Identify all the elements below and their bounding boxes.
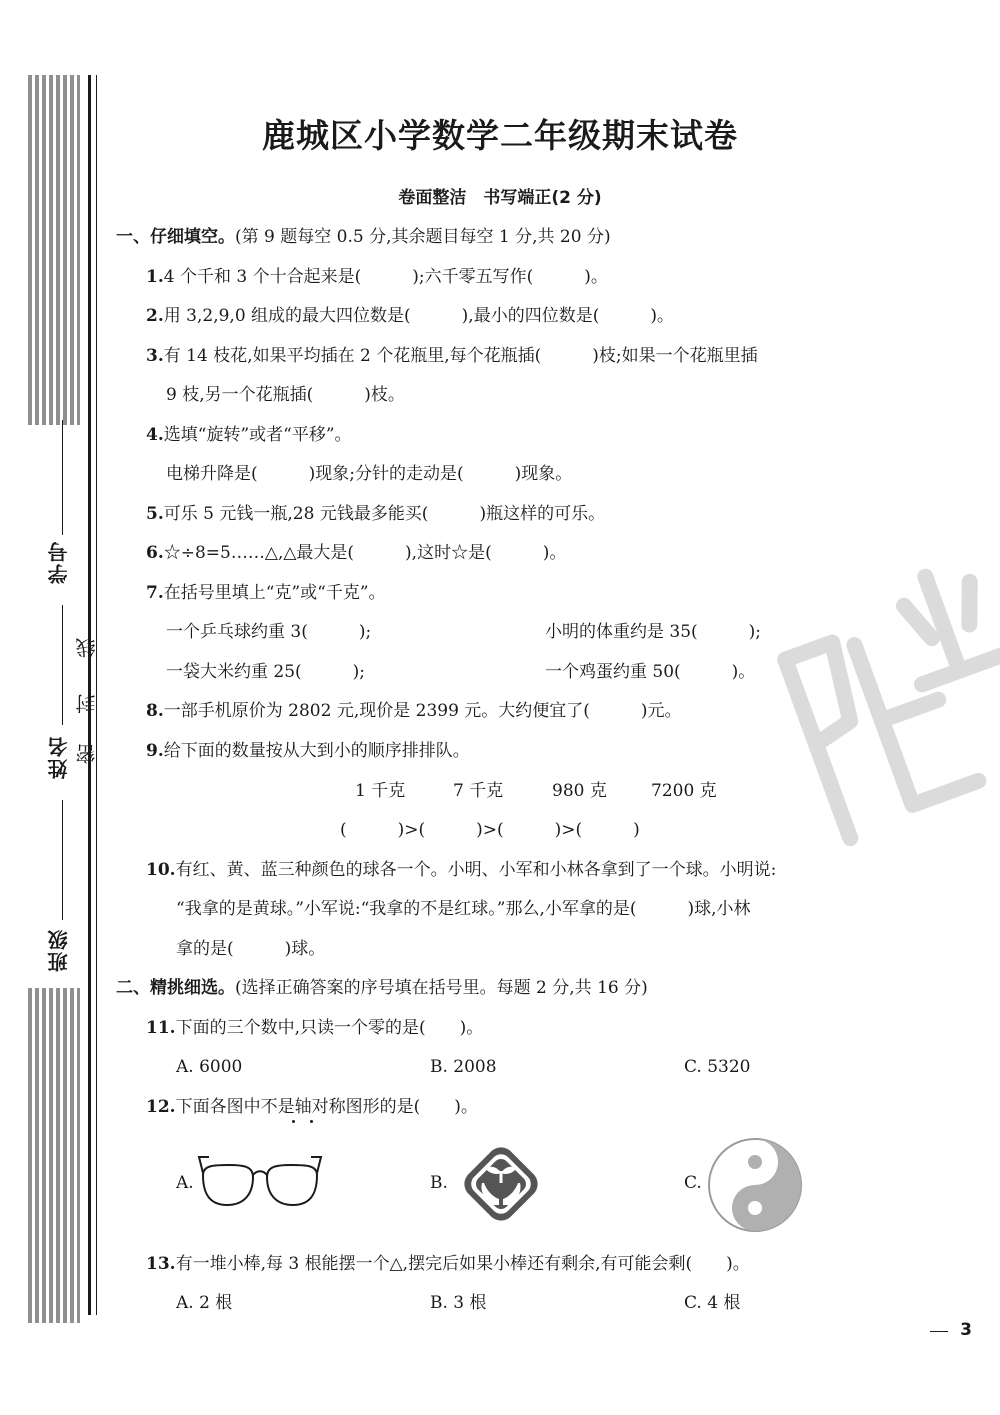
section-2-note: (选择正确答案的序号填在括号里。每题 2 分,共 16 分) [235,978,648,998]
q5-number: 5. [146,504,164,524]
margin-stripes-bottom [28,988,80,1323]
q6-number: 6. [146,543,164,563]
q13-number: 13. [146,1254,176,1274]
question-4 [146,423,352,447]
q9-value-1: 1 千克 [355,781,406,801]
student-number-label: 学号 [47,540,71,584]
emphasis-dot [310,1120,313,1123]
question-9 [146,739,470,763]
q7-item-xiaoming: 小明的体重约是 35( ); [545,622,762,642]
q12-number: 12. [146,1097,176,1117]
q9-order-line: ( )>( )>( )>( ) [340,820,640,840]
q8-number: 8. [146,701,164,721]
question-8 [146,699,682,723]
q11-text: 下面的三个数中,只读一个零的是( )。 [175,1018,484,1038]
q13-option-a: A. 2 根 [176,1293,233,1313]
q4-number: 4. [146,425,164,445]
q4-continuation: 电梯升降是( )现象;分针的走动是( )现象。 [166,464,573,484]
q10-continuation-1: “我拿的是黄球。”小军说:“我拿的不是红球。”那么,小军拿的是( )球,小林 [176,899,751,919]
question-5 [146,502,605,526]
section-2-heading [116,976,648,1000]
question-1 [146,265,608,289]
q13-option-c: C. 4 根 [684,1293,741,1313]
question-13 [146,1252,750,1276]
q7-item-pingpong: 一个乒乓球约重 3( ); [166,622,372,642]
q13-text: 有一堆小棒,每 3 根能摆一个△,摆完后如果小棒还有剩余,有可能会剩( )。 [175,1254,750,1274]
question-11 [146,1016,483,1040]
page-subtitle: 卷面整洁 书写端正(2 分) [398,188,602,208]
q12-label-c: C. [684,1173,702,1193]
q7-number: 7. [146,583,164,603]
q1-text: 4 个千和 3 个十合起来是( );六千零五写作( )。 [163,267,608,287]
q13-option-b: B. 3 根 [430,1293,487,1313]
q2-text: 用 3,2,9,0 组成的最大四位数是( ),最小的四位数是( )。 [163,306,674,326]
q11-option-b: B. 2008 [430,1057,497,1077]
q9-value-4: 7200 克 [651,781,717,801]
q9-value-3: 980 克 [552,781,607,801]
q9-text: 给下面的数量按从大到小的顺序排排队。 [163,741,470,761]
name-blank [62,605,63,725]
q11-number: 11. [146,1018,176,1038]
q3-number: 3. [146,346,164,366]
watermark-logo [737,525,1000,896]
q5-text: 可乐 5 元钱一瓶,28 元钱最多能买( )瓶这样的可乐。 [163,504,606,524]
glasses-figure [195,1153,325,1213]
q12-label-a: A. [176,1173,194,1193]
class-blank [62,800,63,920]
seal-char-mi: 密 [75,742,99,764]
question-2 [146,304,674,328]
q11-option-a: A. 6000 [176,1057,243,1077]
question-7 [146,581,386,605]
q12-label-b: B. [430,1173,448,1193]
section-1-title: 一、仔细填空。 [116,227,235,247]
question-6 [146,541,566,565]
question-10 [146,858,776,882]
section-1-heading [116,225,611,249]
q2-number: 2. [146,306,164,326]
section-1-note: (第 9 题每空 0.5 分,其余题目每空 1 分,共 20 分) [235,227,611,247]
question-12 [146,1095,478,1119]
class-label: 班级 [47,928,71,972]
q1-number: 1. [146,267,164,287]
seal-char-feng: 封 [75,692,99,714]
q11-option-c: C. 5320 [684,1057,751,1077]
q4-text: 选填“旋转”或者“平移”。 [163,425,352,445]
emphasis-dot [292,1120,295,1123]
number-blank [62,420,63,535]
q3-continuation: 9 枝,另一个花瓶插( )枝。 [166,385,405,405]
q8-text: 一部手机原价为 2802 元,现价是 2399 元。大约便宜了( )元。 [163,701,682,721]
hands-sprout-emblem [452,1135,550,1233]
q12-text: 下面各图中不是轴对称图形的是( )。 [175,1097,478,1117]
seal-char-xian: 线 [75,636,99,658]
footer-dash [930,1331,948,1332]
name-label: 姓名 [47,735,71,779]
q10-number: 10. [146,860,176,880]
q9-value-2: 7 千克 [453,781,504,801]
question-3 [146,344,758,368]
page-number: 3 [960,1320,972,1340]
q7-item-egg: 一个鸡蛋约重 50( )。 [545,662,756,682]
q9-number: 9. [146,741,164,761]
q7-text: 在括号里填上“克”或“千克”。 [163,583,386,603]
yin-yang-figure [706,1136,804,1234]
q10-text: 有红、黄、蓝三种颜色的球各一个。小明、小军和小林各拿到了一个球。小明说: [175,860,777,880]
section-2-title: 二、精挑细选。 [116,978,235,998]
q6-text: ☆÷8=5……△,△最大是( ),这时☆是( )。 [163,543,567,563]
q3-text: 有 14 枝花,如果平均插在 2 个花瓶里,每个花瓶插( )枝;如果一个花瓶里插 [163,346,758,366]
q7-item-rice: 一袋大米约重 25( ); [166,662,366,682]
page-title: 鹿城区小学数学二年级期末试卷 [262,116,738,155]
q10-continuation-2: 拿的是( )球。 [176,939,326,959]
